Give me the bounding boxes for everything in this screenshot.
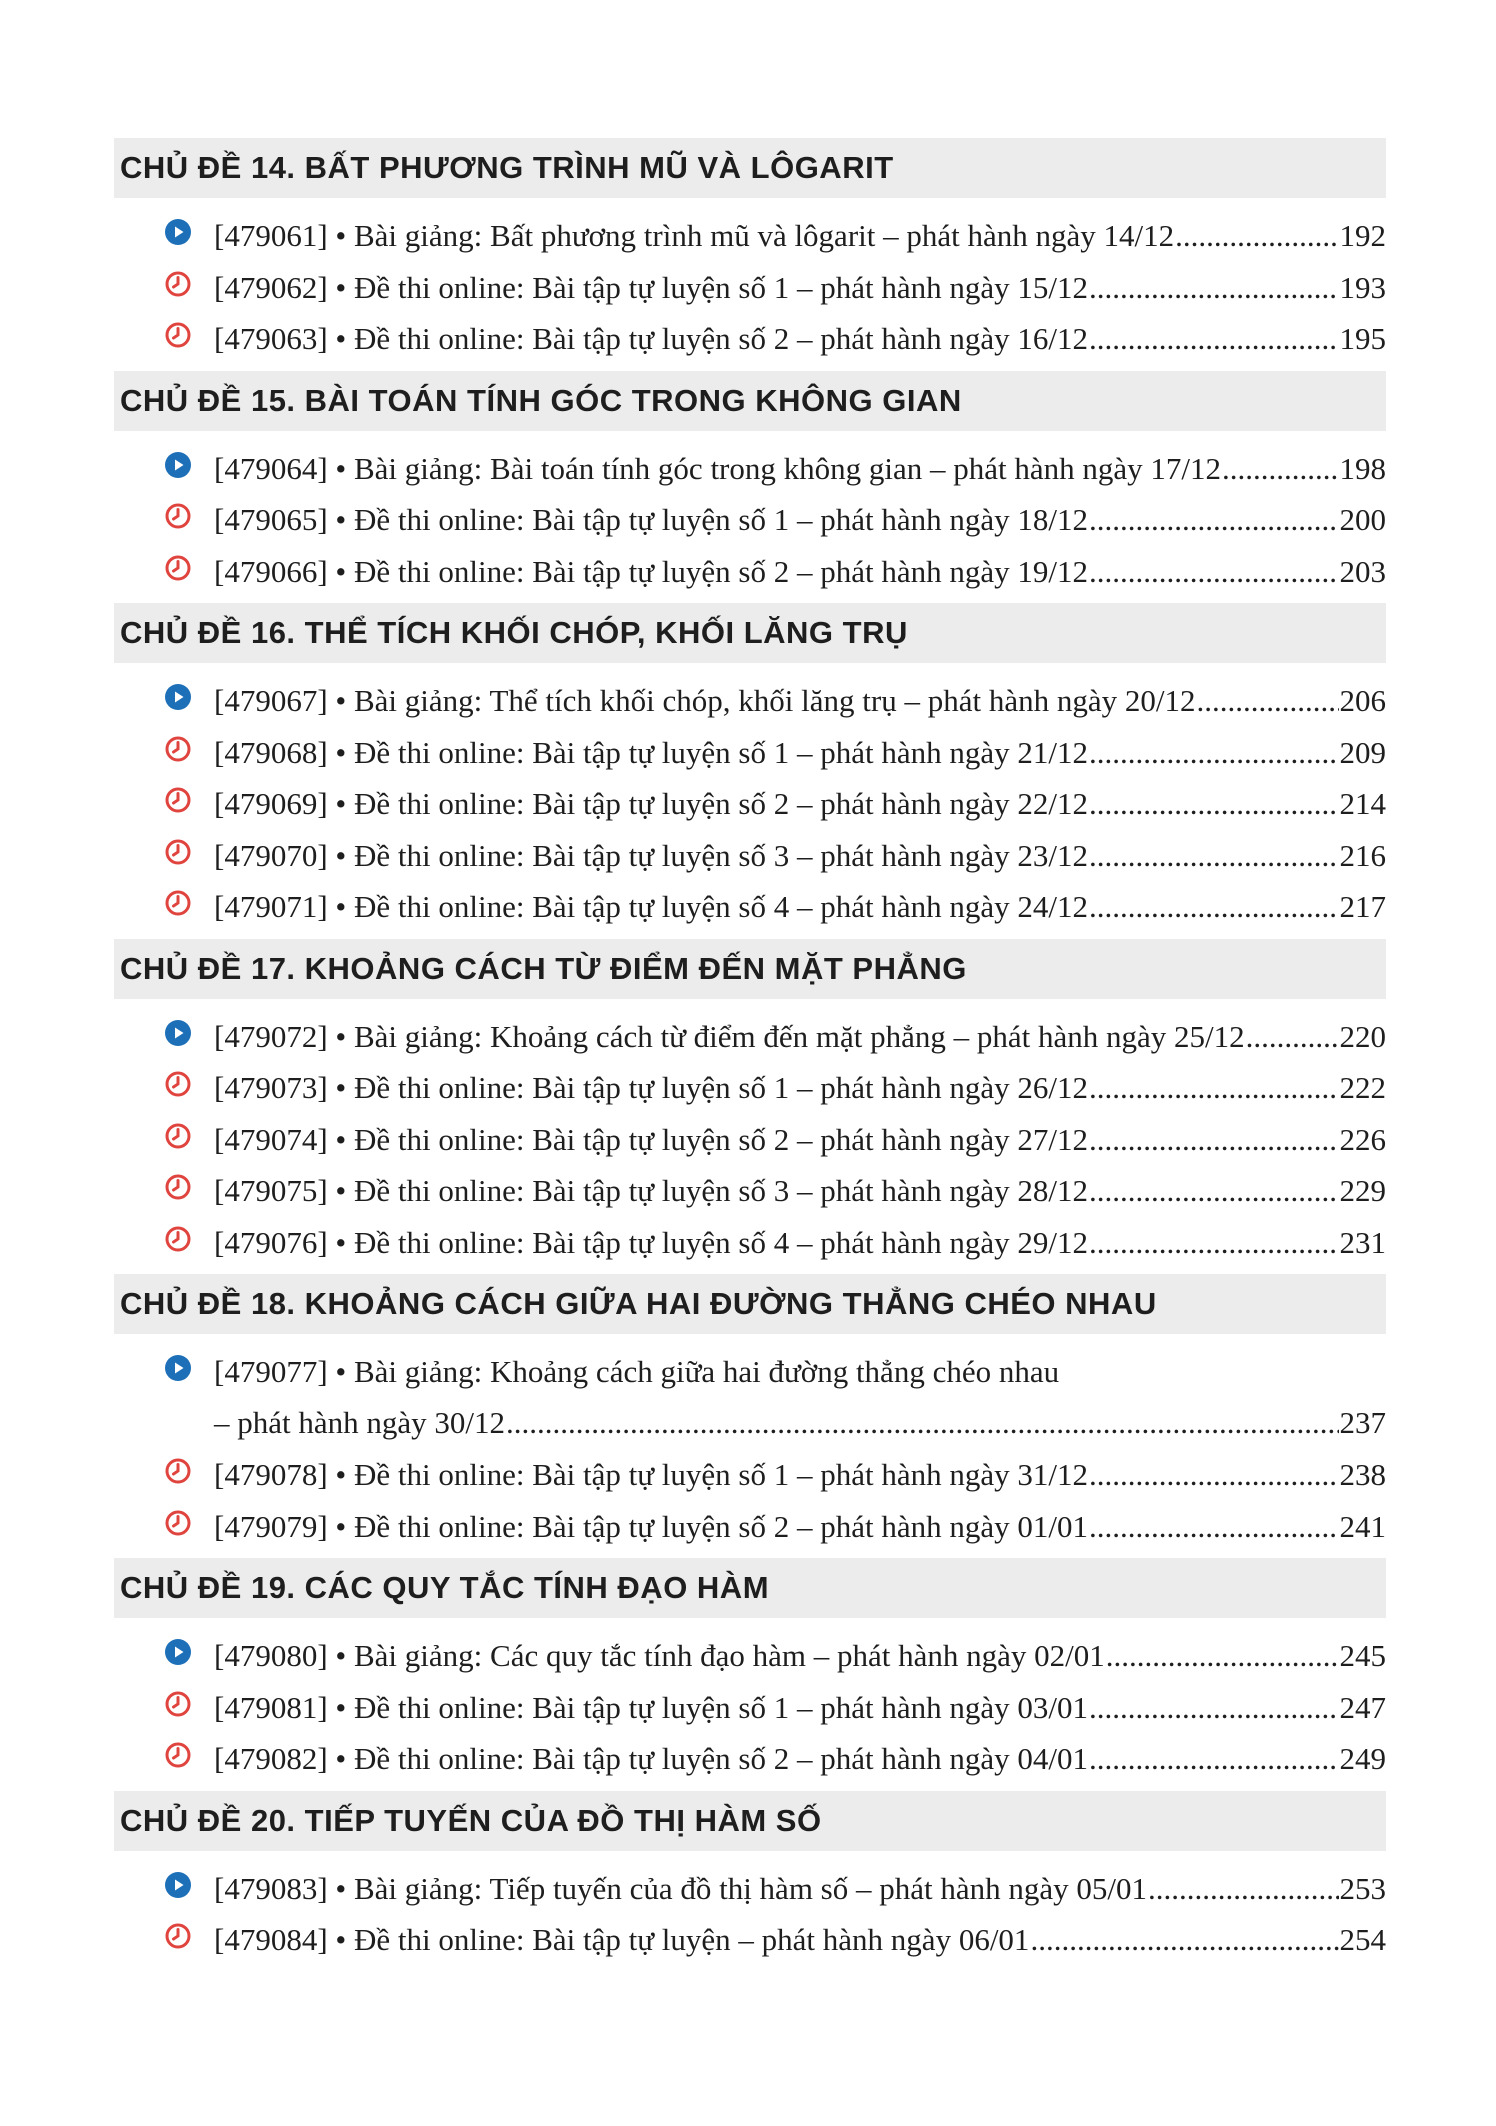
play-icon [114, 1863, 214, 1899]
entry-title: [479084] • Đề thi online: Bài tập tự luyện – phát hành ngày 06/01 [214, 1922, 1030, 1957]
entry-title: [479081] • Đề thi online: Bài tập tự luyện số 1 – phát hành ngày 03/01 [214, 1689, 1088, 1725]
section-entries [114, 443, 1386, 598]
page-number: 247 [1339, 1689, 1386, 1725]
clock-icon [114, 727, 214, 763]
page-number: 214 [1339, 786, 1386, 821]
page-number: 241 [1339, 1508, 1386, 1544]
dot-leader [1089, 1062, 1339, 1113]
page-number: 220 [1339, 1018, 1386, 1054]
play-icon [114, 210, 214, 246]
page-number: 229 [1339, 1173, 1386, 1208]
toc-entry[interactable] [114, 1165, 1386, 1217]
toc-entry[interactable] [114, 1682, 1386, 1734]
entry-title: [479073] • Đề thi online: Bài tập tự luyện số 1 – phát hành ngày 26/12 [214, 1070, 1088, 1105]
entry-title: [479075] • Đề thi online: Bài tập tự luyện số 3 – phát hành ngày 28/12 [214, 1173, 1088, 1208]
dot-leader [1089, 1217, 1339, 1268]
dot-leader [1106, 1630, 1339, 1681]
entry-title: [479061] • Bài giảng: Bất phương trình mũ và lôgarit – phát hành ngày 14/12 [214, 218, 1175, 253]
page-number: 206 [1339, 683, 1386, 718]
entry-title: [479074] • Đề thi online: Bài tập tự luyện số 2 – phát hành ngày 27/12 [214, 1121, 1088, 1157]
section-heading: CHỦ ĐỀ 16. THỂ TÍCH KHỐI CHÓP, KHỐI LĂNG TRỤ [114, 603, 1386, 663]
toc-entry[interactable] [114, 1501, 1386, 1553]
toc-entry[interactable] [114, 1630, 1386, 1682]
entry-title: [479072] • Bài giảng: Khoảng cách từ điểm đến mặt phẳng – phát hành ngày 25/12 [214, 1018, 1245, 1054]
section-heading: CHỦ ĐỀ 18. KHOẢNG CÁCH GIỮA HAI ĐƯỜNG THẲNG CHÉO NHAU [114, 1274, 1386, 1334]
dot-leader [1196, 675, 1338, 726]
play-icon [114, 1346, 214, 1382]
page-number: 238 [1339, 1457, 1386, 1492]
dot-leader [1089, 1501, 1339, 1552]
dot-leader [1030, 1914, 1338, 1965]
entry-title: [479080] • Bài giảng: Các quy tắc tính đạo hàm – phát hành ngày 02/01 [214, 1638, 1105, 1673]
section-entries [114, 1630, 1386, 1785]
toc-entry[interactable] [114, 1733, 1386, 1785]
clock-icon [114, 1501, 214, 1537]
toc-entry[interactable] [114, 727, 1386, 779]
entry-title: [479078] • Đề thi online: Bài tập tự luyện số 1 – phát hành ngày 31/12 [214, 1457, 1088, 1492]
clock-icon [114, 830, 214, 866]
clock-icon [114, 1062, 214, 1098]
entry-title: [479067] • Bài giảng: Thể tích khối chóp, khối lăng trụ – phát hành ngày 20/12 [214, 683, 1196, 718]
page-number: 203 [1339, 553, 1386, 589]
page-number: 237 [1339, 1405, 1386, 1440]
section-heading: CHỦ ĐỀ 20. TIẾP TUYẾN CỦA ĐỒ THỊ HÀM SỐ [114, 1791, 1386, 1851]
entry-title: [479077] • Bài giảng: Khoảng cách giữa hai đường thẳng chéo nhau [214, 1354, 1060, 1389]
section-entries [114, 1863, 1386, 1966]
dot-leader [1089, 546, 1339, 597]
dot-leader [506, 1397, 1338, 1448]
dot-leader [1089, 1682, 1339, 1733]
clock-icon [114, 778, 214, 814]
clock-icon [114, 262, 214, 298]
dot-leader [1089, 830, 1339, 881]
section-heading: CHỦ ĐỀ 15. BÀI TOÁN TÍNH GÓC TRONG KHÔNG GIAN [114, 371, 1386, 431]
clock-icon [114, 881, 214, 917]
entry-title: [479079] • Đề thi online: Bài tập tự luyện số 2 – phát hành ngày 01/01 [214, 1508, 1088, 1544]
section-entries [114, 1346, 1386, 1552]
page-number: 231 [1339, 1224, 1386, 1260]
dot-leader [1089, 727, 1339, 778]
page-number: 217 [1339, 889, 1386, 924]
page-number: 192 [1339, 218, 1386, 253]
page-number: 193 [1339, 269, 1386, 305]
entry-title: [479071] • Đề thi online: Bài tập tự luyện số 4 – phát hành ngày 24/12 [214, 889, 1088, 924]
dot-leader [1089, 494, 1339, 545]
entry-title: [479063] • Đề thi online: Bài tập tự luyện số 2 – phát hành ngày 16/12 [214, 321, 1088, 356]
page-number: 245 [1339, 1638, 1386, 1673]
clock-icon [114, 1733, 214, 1769]
toc-entry[interactable] [114, 881, 1386, 933]
clock-icon [114, 313, 214, 349]
entry-title: [479076] • Đề thi online: Bài tập tự luyện số 4 – phát hành ngày 29/12 [214, 1224, 1088, 1260]
page-number: 216 [1339, 837, 1386, 873]
toc-entry[interactable] [114, 546, 1386, 598]
page-number: 253 [1339, 1870, 1386, 1906]
clock-icon [114, 494, 214, 530]
toc-entry[interactable] [114, 262, 1386, 314]
page-number: 226 [1339, 1121, 1386, 1157]
section-heading: CHỦ ĐỀ 19. CÁC QUY TẮC TÍNH ĐẠO HÀM [114, 1558, 1386, 1618]
clock-icon [114, 546, 214, 582]
play-icon [114, 1011, 214, 1047]
dot-leader [1148, 1863, 1339, 1914]
toc-entry[interactable] [114, 1863, 1386, 1915]
entry-title: [479082] • Đề thi online: Bài tập tự luyện số 2 – phát hành ngày 04/01 [214, 1741, 1088, 1776]
section-entries [114, 1011, 1386, 1269]
page-number: 195 [1339, 321, 1386, 356]
page-number: 249 [1339, 1741, 1386, 1776]
toc-entry[interactable] [114, 443, 1386, 495]
dot-leader [1089, 313, 1339, 364]
section-entries [114, 675, 1386, 933]
dot-leader [1089, 881, 1339, 932]
toc-entry[interactable] [114, 1217, 1386, 1269]
toc-entry[interactable] [114, 830, 1386, 882]
clock-icon [114, 1114, 214, 1150]
play-icon [114, 675, 214, 711]
clock-icon [114, 1165, 214, 1201]
dot-leader [1089, 1733, 1339, 1784]
page-number: 198 [1339, 450, 1386, 486]
clock-icon [114, 1449, 214, 1485]
entry-title: [479068] • Đề thi online: Bài tập tự luyện số 1 – phát hành ngày 21/12 [214, 734, 1088, 770]
toc-entry[interactable] [114, 778, 1386, 830]
toc-entry[interactable] [114, 1011, 1386, 1063]
play-icon [114, 1630, 214, 1666]
entry-title: – phát hành ngày 30/12 [214, 1405, 506, 1440]
dot-leader [1089, 778, 1339, 829]
toc-entry[interactable] [114, 1114, 1386, 1166]
entry-title: [479062] • Đề thi online: Bài tập tự luyện số 1 – phát hành ngày 15/12 [214, 269, 1088, 305]
toc-entry[interactable] [114, 1449, 1386, 1501]
toc-entry[interactable] [114, 313, 1386, 365]
page-number: 209 [1339, 734, 1386, 770]
section-heading: CHỦ ĐỀ 17. KHOẢNG CÁCH TỪ ĐIỂM ĐẾN MẶT PHẲNG [114, 939, 1386, 999]
section-heading: CHỦ ĐỀ 14. BẤT PHƯƠNG TRÌNH MŨ VÀ LÔGARIT [114, 138, 1386, 198]
entry-title: [479064] • Bài giảng: Bài toán tính góc trong không gian – phát hành ngày 17/12 [214, 450, 1222, 486]
toc-entry[interactable] [114, 494, 1386, 546]
entry-title: [479083] • Bài giảng: Tiếp tuyến của đồ thị hàm số – phát hành ngày 05/01 [214, 1870, 1147, 1906]
clock-icon [114, 1682, 214, 1718]
dot-leader [1089, 262, 1339, 313]
dot-leader [1089, 1114, 1339, 1165]
entry-title: [479066] • Đề thi online: Bài tập tự luyện số 2 – phát hành ngày 19/12 [214, 553, 1088, 589]
toc-entry[interactable] [114, 1914, 1386, 1966]
entry-title: [479069] • Đề thi online: Bài tập tự luyện số 2 – phát hành ngày 22/12 [214, 786, 1088, 821]
page-number: 254 [1339, 1922, 1386, 1957]
toc-entry[interactable] [114, 210, 1386, 262]
table-of-contents [114, 138, 1386, 1972]
play-icon [114, 443, 214, 479]
toc-entry[interactable] [114, 1062, 1386, 1114]
dot-leader [1222, 443, 1338, 494]
toc-entry[interactable] [114, 675, 1386, 727]
dot-leader [1089, 1165, 1339, 1216]
entry-title: [479065] • Đề thi online: Bài tập tự luyện số 1 – phát hành ngày 18/12 [214, 502, 1088, 537]
page-number: 200 [1339, 502, 1386, 537]
section-entries [114, 210, 1386, 365]
dot-leader [1175, 210, 1338, 261]
entry-title: [479070] • Đề thi online: Bài tập tự luyện số 3 – phát hành ngày 23/12 [214, 837, 1088, 873]
page-number: 222 [1339, 1070, 1386, 1105]
dot-leader [1246, 1011, 1339, 1062]
clock-icon [114, 1914, 214, 1950]
toc-entry[interactable] [114, 1346, 1386, 1449]
dot-leader [1089, 1449, 1339, 1500]
clock-icon [114, 1217, 214, 1253]
